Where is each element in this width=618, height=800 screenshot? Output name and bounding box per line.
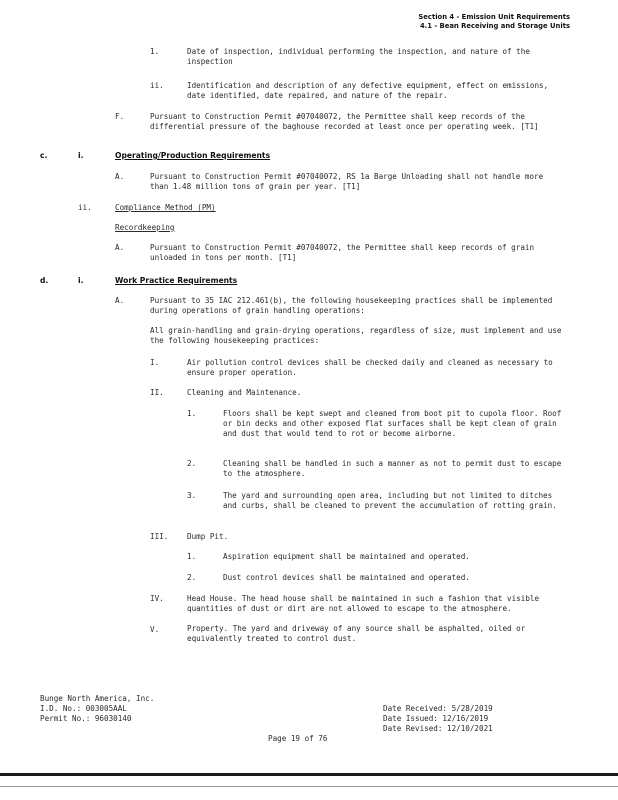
item-text: Pursuant to Construction Permit #07040072, the Permittee shall keep records of the differential pressure of the baghouse recorded at least once per operating week. [T1]	[150, 112, 539, 131]
section-heading: Compliance Method (PM)	[115, 203, 216, 212]
roman-number: V.	[150, 625, 160, 634]
item-number: 1.	[150, 47, 160, 56]
item-text: Pursuant to Construction Permit #07040072, the Permittee shall keep records of grain unloaded in tons per month. [T1]	[150, 243, 535, 262]
section-letter: c.	[40, 151, 48, 160]
subsection-heading: Recordkeeping	[115, 223, 175, 232]
section-letter: d.	[40, 276, 49, 285]
item-number: 2.	[187, 459, 197, 468]
date-revised: Date Revised: 12/10/2021	[383, 724, 493, 733]
item-letter: A.	[115, 172, 125, 181]
item-text: Pursuant to Construction Permit #07040072, RS 1a Barge Unloading shall not handle more than 1.48 million tons of grain per year. [T1]	[150, 172, 544, 191]
roman-number: III.	[150, 532, 169, 541]
date-issued: Date Issued: 12/16/2019	[383, 714, 489, 723]
item-text: Floors shall be kept swept and cleaned from boot pit to cupola floor. Roof or bin decks and other exposed flat surfaces shall be kept clean of grain and dust that would tend to rot or become airborne.	[223, 409, 562, 438]
item-text: Cleaning and Maintenance.	[187, 388, 302, 397]
section-number: ii.	[78, 203, 92, 212]
item-letter: A.	[115, 243, 125, 252]
page-number: Page 19 of 76	[268, 734, 328, 743]
item-text: Aspiration equipment shall be maintained and operated.	[223, 552, 470, 561]
item-number: 3.	[187, 491, 197, 500]
item-text: Identification and description of any defective equipment, effect on emissions, date identified, date repaired, and nature of the repair.	[187, 81, 549, 100]
section-heading: Operating/Production Requirements	[115, 151, 271, 160]
item-subtext: All grain-handling and grain-drying operations, regardless of size, must implement and use the following housekeeping practices:	[150, 326, 562, 345]
item-letter: F.	[115, 112, 125, 121]
facility-id: I.D. No.: 003005AAL	[40, 704, 127, 713]
company-name: Bunge North America, Inc.	[40, 694, 155, 703]
item-number: 1.	[187, 409, 197, 418]
section-number: i.	[78, 276, 84, 285]
roman-number: IV.	[150, 594, 164, 603]
item-text: Dust control devices shall be maintained and operated.	[223, 573, 470, 582]
item-number: 1.	[187, 552, 197, 561]
bottom-rule	[0, 773, 618, 776]
roman-number: I.	[150, 358, 160, 367]
roman-number: II.	[150, 388, 164, 397]
item-text: Head House. The head house shall be maintained in such a fashion that visible quantities of dust or dirt are not allowed to escape to the atmosphere.	[187, 594, 540, 613]
item-text: Dump Pit.	[187, 532, 229, 541]
section-heading: Work Practice Requirements	[115, 276, 238, 285]
item-text: Date of inspection, individual performing the inspection, and nature of the inspection	[187, 47, 530, 66]
bottom-rule-thin	[0, 786, 618, 787]
section-header	[418, 13, 570, 31]
item-text: Property. The yard and driveway of any source shall be asphalted, oiled or equivalently treated to control dust.	[187, 624, 526, 643]
section-title: Section 4 - Emission Unit Requirements	[418, 13, 570, 21]
item-number: ii.	[150, 81, 164, 90]
section-number: i.	[78, 151, 84, 160]
subsection-title: 4.1 - Bean Receiving and Storage Units	[419, 22, 570, 30]
item-text: Air pollution control devices shall be checked daily and cleaned as necessary to ensure proper operation.	[187, 358, 553, 377]
item-letter: A.	[115, 296, 125, 305]
item-text: Pursuant to 35 IAC 212.461(b), the following housekeeping practices shall be implemented during operations of grain handling operations:	[150, 296, 553, 315]
permit-number: Permit No.: 96030140	[40, 714, 132, 723]
item-text: The yard and surrounding open area, including but not limited to ditches and curbs, shall be cleaned to prevent the accumulation of rotting grain.	[223, 491, 557, 510]
date-received: Date Received: 5/28/2019	[383, 704, 493, 713]
item-text: Cleaning shall be handled in such a manner as not to permit dust to escape to the atmosphere.	[223, 459, 562, 478]
item-number: 2.	[187, 573, 197, 582]
